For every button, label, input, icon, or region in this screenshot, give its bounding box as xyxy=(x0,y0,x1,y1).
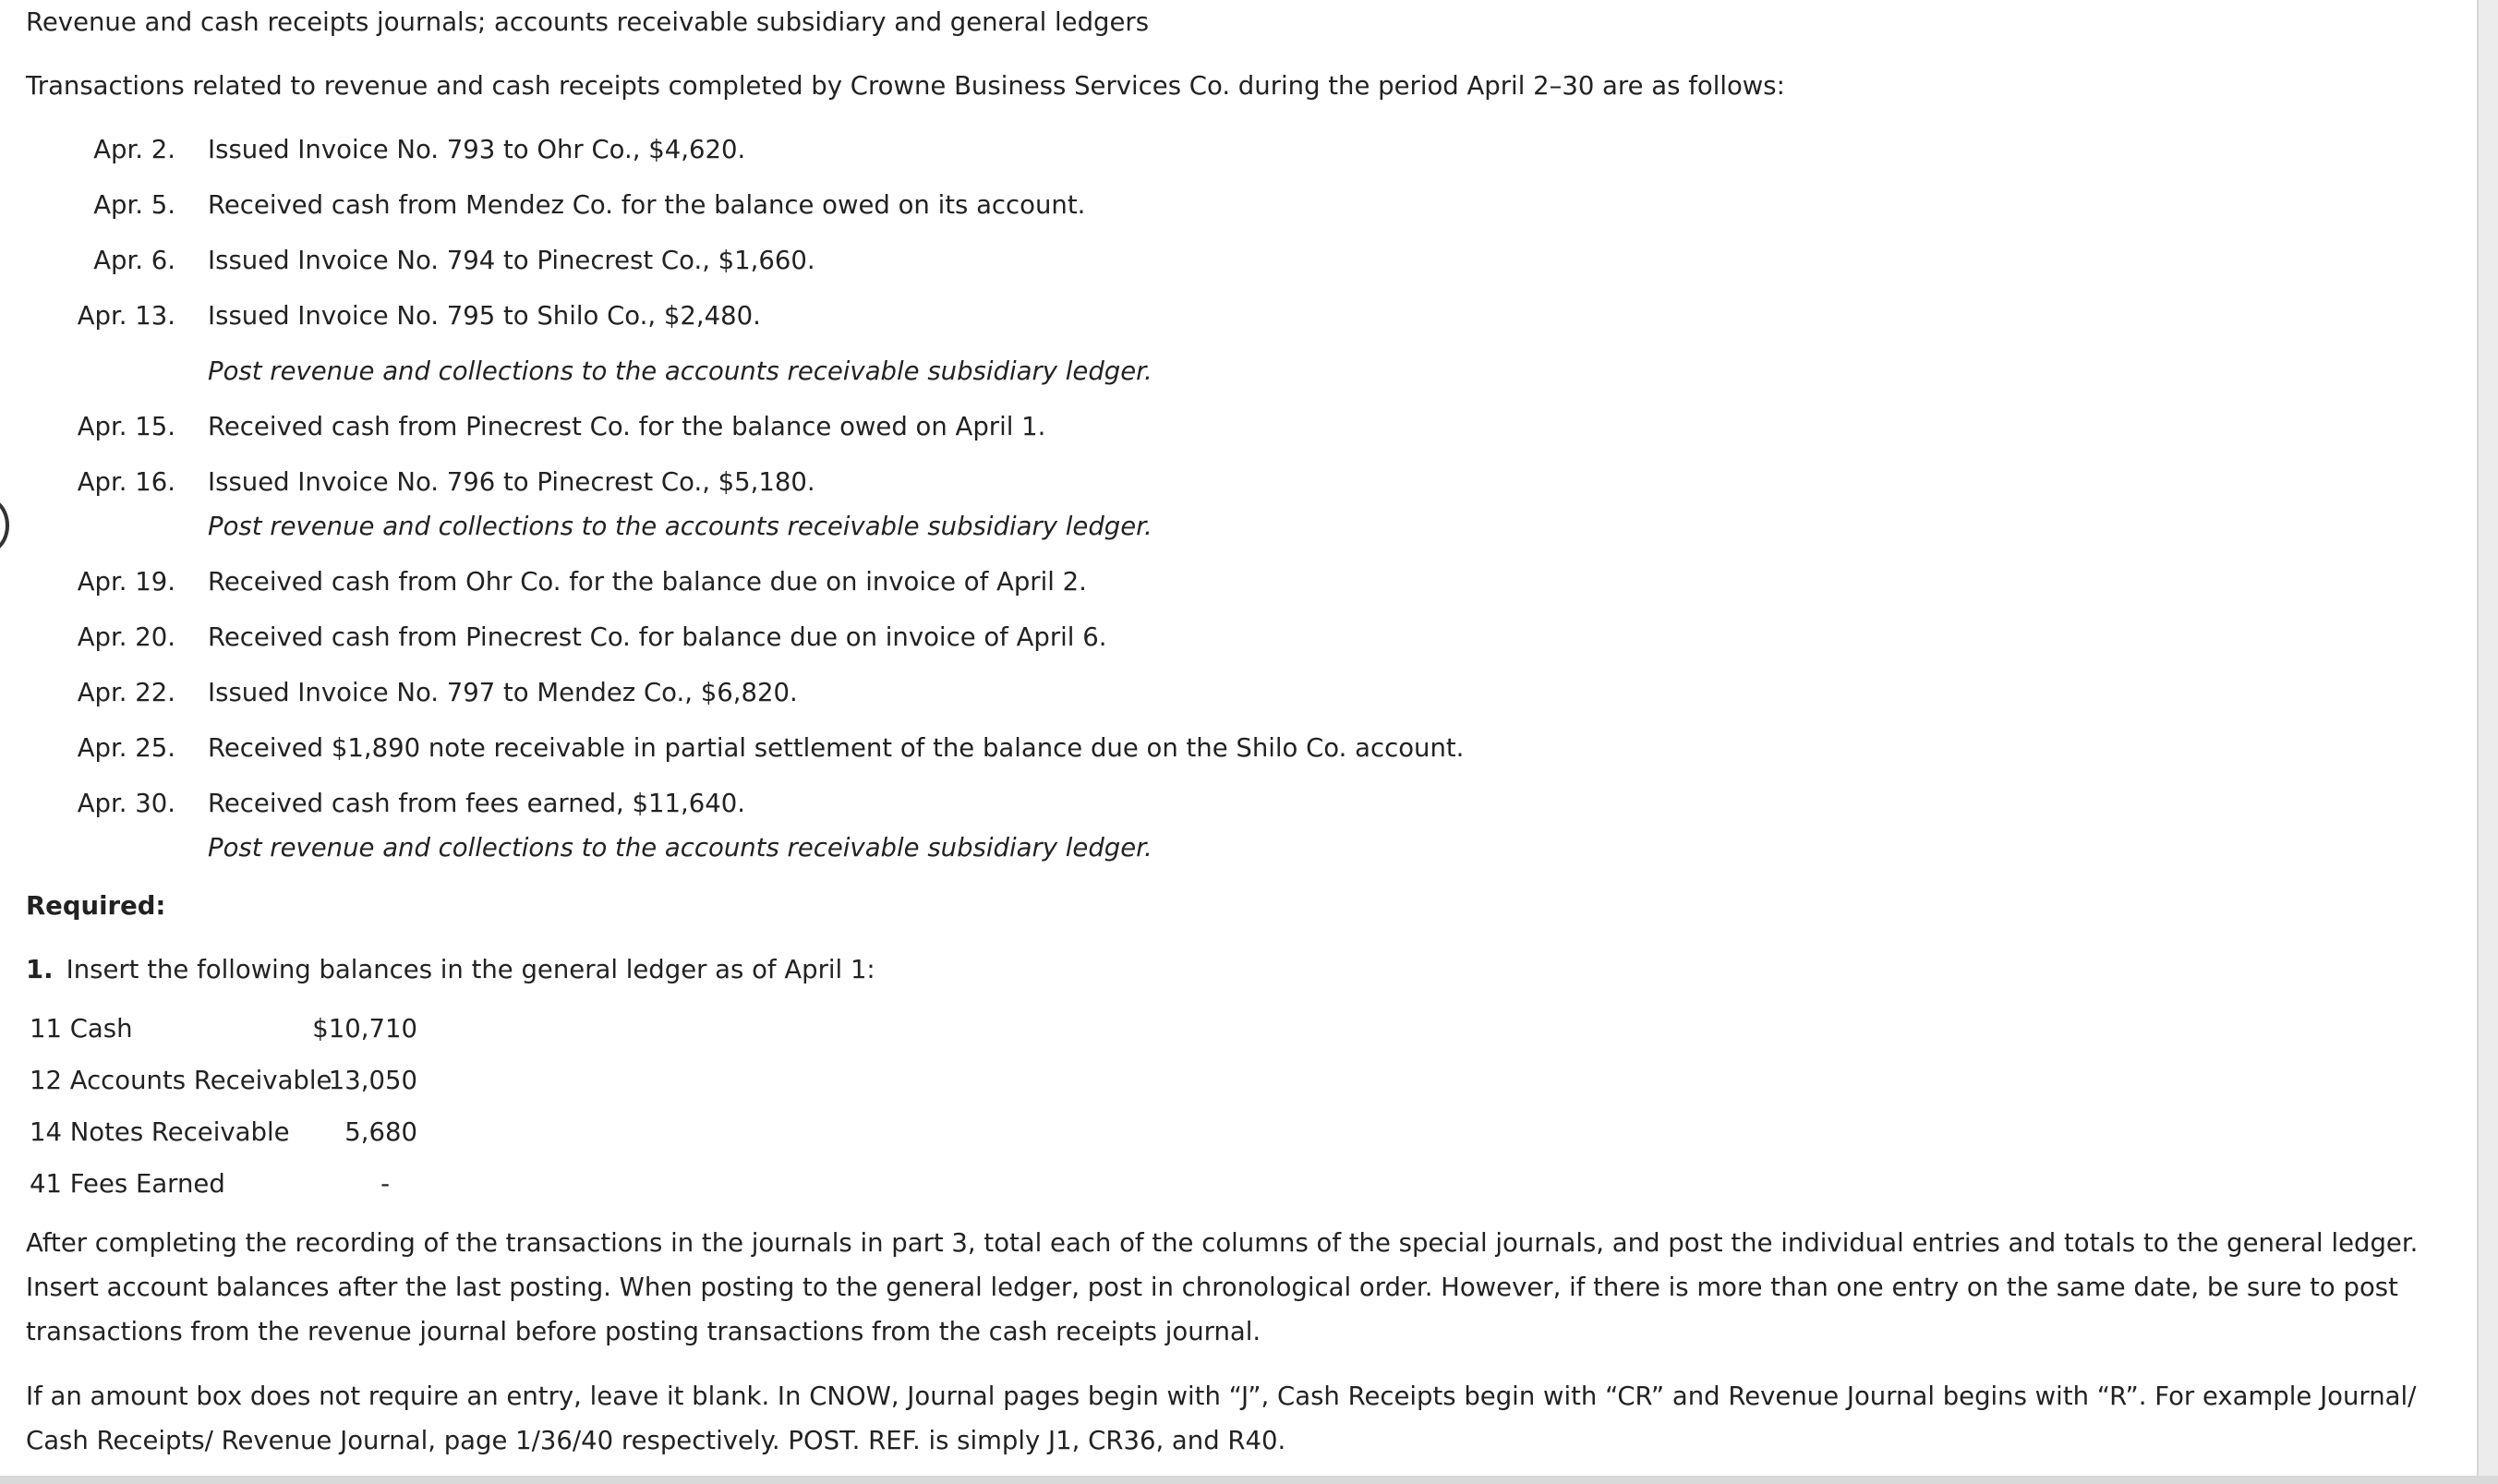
transaction-text: Issued Invoice No. 796 to Pinecrest Co., $5,180. xyxy=(208,467,815,497)
balance-row xyxy=(30,1169,417,1206)
problem-intro: Transactions related to revenue and cash receipts completed by Crowne Business Services Co. during the period April 2–30 are as follows: xyxy=(26,71,1785,101)
transaction-date: Apr. 19. xyxy=(77,567,175,597)
account-name: 11 Cash xyxy=(30,1014,133,1044)
balance-row xyxy=(30,1066,417,1103)
account-balance: - xyxy=(380,1169,390,1199)
transaction-date: Apr. 15. xyxy=(77,412,175,441)
question-text: Insert the following balances in the general ledger as of April 1: xyxy=(66,955,875,984)
transaction-date: Apr. 30. xyxy=(77,789,175,818)
transaction-text: Received $1,890 note receivable in partial settlement of the balance due on the Shilo Co. account. xyxy=(208,733,1465,763)
problem-title: Revenue and cash receipts journals; accounts receivable subsidiary and general ledgers xyxy=(26,7,1150,37)
transaction-text: Received cash from Pinecrest Co. for balance due on invoice of April 6. xyxy=(208,622,1107,652)
transaction-row xyxy=(0,467,1662,504)
transaction-date: Apr. 5. xyxy=(93,190,175,220)
transaction-date: Apr. 2. xyxy=(93,135,175,164)
transaction-date: Apr. 16. xyxy=(77,467,175,497)
vertical-scrollbar[interactable] xyxy=(2477,0,2498,1484)
transaction-date: Apr. 25. xyxy=(77,733,175,763)
transaction-text: Received cash from Mendez Co. for the balance owed on its account. xyxy=(208,190,1086,220)
transaction-row xyxy=(0,246,1662,283)
transaction-row xyxy=(0,190,1662,227)
posting-note-row xyxy=(0,512,1662,549)
balance-row xyxy=(30,1117,417,1154)
posting-note: Post revenue and collections to the accounts receivable subsidiary ledger. xyxy=(208,356,1152,386)
account-name: 41 Fees Earned xyxy=(30,1169,225,1199)
transaction-row xyxy=(0,301,1662,338)
transaction-text: Received cash from Pinecrest Co. for the balance owed on April 1. xyxy=(208,412,1046,441)
question-number: 1. xyxy=(26,955,54,984)
account-name: 14 Notes Receivable xyxy=(30,1117,290,1147)
transaction-text: Issued Invoice No. 793 to Ohr Co., $4,620. xyxy=(208,135,746,164)
question-1 xyxy=(26,955,875,984)
account-balance: 13,050 xyxy=(328,1066,417,1095)
transaction-text: Received cash from fees earned, $11,640. xyxy=(208,789,745,818)
transaction-row xyxy=(0,412,1662,449)
account-balance: 5,680 xyxy=(344,1117,417,1147)
transaction-row xyxy=(0,733,1662,770)
required-heading: Required: xyxy=(26,891,166,921)
transaction-row xyxy=(0,622,1662,659)
transaction-text: Issued Invoice No. 795 to Shilo Co., $2,480. xyxy=(208,301,761,331)
balance-row xyxy=(30,1014,417,1051)
account-balance: $10,710 xyxy=(312,1014,417,1044)
transaction-row xyxy=(0,678,1662,715)
transaction-row xyxy=(0,789,1662,826)
transaction-date: Apr. 13. xyxy=(77,301,175,331)
transaction-date: Apr. 22. xyxy=(77,678,175,707)
transaction-date: Apr. 6. xyxy=(93,246,175,275)
transaction-text: Issued Invoice No. 794 to Pinecrest Co., $1,660. xyxy=(208,246,815,275)
transaction-row xyxy=(0,135,1662,172)
horizontal-scrollbar[interactable] xyxy=(0,1476,2498,1484)
posting-note-row xyxy=(0,833,1662,870)
transaction-row xyxy=(0,567,1662,604)
posting-note: Post revenue and collections to the accounts receivable subsidiary ledger. xyxy=(208,833,1152,863)
posting-note-row xyxy=(0,356,1662,393)
transaction-date: Apr. 20. xyxy=(77,622,175,652)
transaction-text: Issued Invoice No. 797 to Mendez Co., $6,820. xyxy=(208,678,798,707)
posting-note: Post revenue and collections to the accounts receivable subsidiary ledger. xyxy=(208,512,1152,541)
instructions-paragraph: If an amount box does not require an entry, leave it blank. In CNOW, Journal pages begin with “J”, Cash Receipts begin with “CR” and Revenue Journal begins with “R”. For example Journal/ Cash Receipts/ Revenue Journal, page 1/36/40 respectively. POST. REF. is simply J1, CR36, and R40. xyxy=(26,1381,2417,1455)
instructions-paragraph: After completing the recording of the transactions in the journals in part 3, total each of the columns of the special journals, and post the individual entries and totals to the general ledger. Insert account balances after the last posting. When posting to the general ledger, post in chronological order. However, if there is more than one entry on the same date, be sure to post transactions from the revenue journal before posting transactions from the cash receipts journal. xyxy=(26,1228,2419,1346)
account-name: 12 Accounts Receivable xyxy=(30,1066,332,1095)
transaction-text: Received cash from Ohr Co. for the balance due on invoice of April 2. xyxy=(208,567,1087,597)
